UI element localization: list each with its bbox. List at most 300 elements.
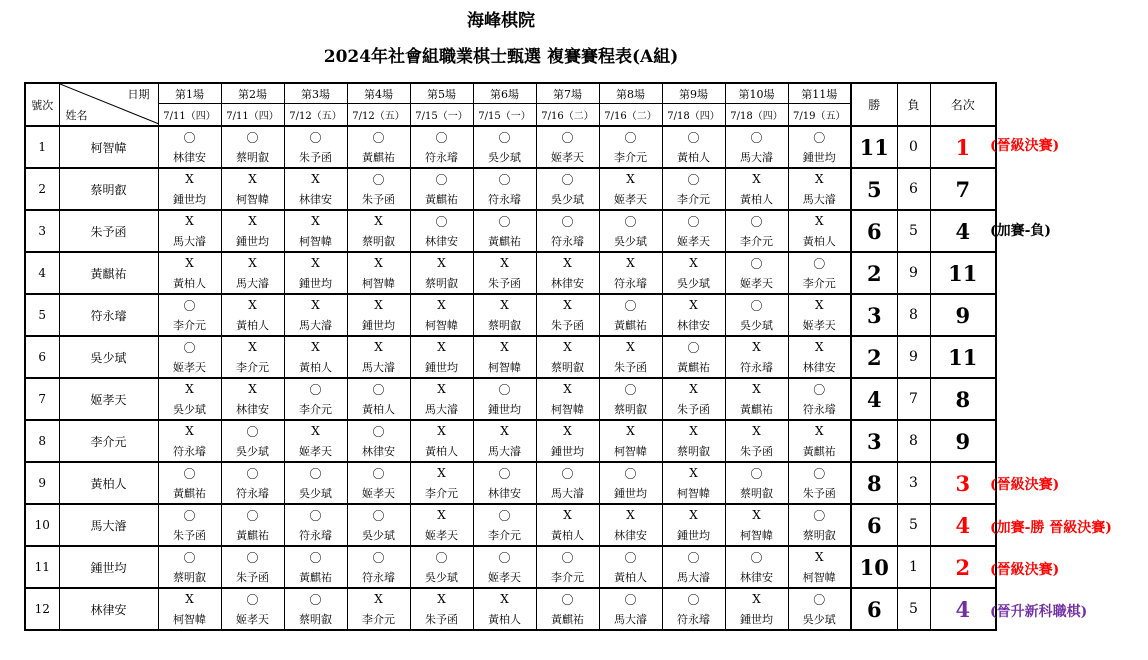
game-result: X <box>536 252 599 273</box>
game-opponent: 蔡明叡 <box>158 567 221 588</box>
player-wins: 6 <box>851 588 897 630</box>
org-title: 海峰棋院 <box>467 11 535 31</box>
header-rank: 名次 <box>930 83 996 126</box>
player-row-results <box>25 126 996 147</box>
game-opponent: 李介元 <box>599 147 662 168</box>
game-result: 〇 <box>599 378 662 399</box>
header-name-label: 姓名 <box>65 109 88 122</box>
game-result: 〇 <box>221 126 284 147</box>
game-opponent: 鍾世均 <box>599 483 662 504</box>
game-result: 〇 <box>347 168 410 189</box>
game-result: 〇 <box>473 462 536 483</box>
game-opponent: 姬孝天 <box>158 357 221 378</box>
game-result: X <box>347 336 410 357</box>
player-losses: 5 <box>897 588 930 630</box>
game-result: 〇 <box>599 462 662 483</box>
game-opponent: 黃麒祐 <box>473 231 536 252</box>
game-opponent: 柯智幃 <box>473 357 536 378</box>
game-result: 〇 <box>788 588 851 609</box>
game-result: 〇 <box>788 126 851 147</box>
game-opponent: 吳少珷 <box>473 147 536 168</box>
game-result: X <box>599 420 662 441</box>
player-name: 林律安 <box>59 588 158 630</box>
game-result: X <box>536 294 599 315</box>
game-opponent: 鍾世均 <box>536 441 599 462</box>
round-label: 第4場 <box>347 83 410 104</box>
game-result: 〇 <box>158 546 221 567</box>
game-result: 〇 <box>284 504 347 525</box>
game-opponent: 柯智幃 <box>284 231 347 252</box>
player-losses: 5 <box>897 210 930 252</box>
game-opponent: 林律安 <box>221 399 284 420</box>
game-result: 〇 <box>284 126 347 147</box>
game-opponent: 朱予函 <box>347 189 410 210</box>
player-rank: 8 <box>930 378 996 420</box>
game-result: X <box>788 336 851 357</box>
player-losses: 3 <box>897 462 930 504</box>
game-result: 〇 <box>473 504 536 525</box>
player-name: 鍾世均 <box>59 546 158 588</box>
game-result: 〇 <box>536 168 599 189</box>
game-opponent: 符永璿 <box>725 357 788 378</box>
game-result: X <box>410 378 473 399</box>
game-opponent: 姬孝天 <box>347 483 410 504</box>
rank-note: (晉升新科職棋) <box>990 604 1088 621</box>
game-opponent: 吳少珷 <box>788 609 851 630</box>
game-result: X <box>725 504 788 525</box>
player-row-opponents <box>25 483 996 504</box>
rank-note: (晉級決賽) <box>990 138 1060 154</box>
round-label: 第7場 <box>536 83 599 104</box>
game-opponent: 蔡明叡 <box>221 147 284 168</box>
player-row-results <box>25 294 996 315</box>
game-result: X <box>599 168 662 189</box>
round-label: 第6場 <box>473 83 536 104</box>
player-rank: 11 <box>930 336 996 378</box>
game-result: 〇 <box>788 504 851 525</box>
game-opponent: 符永璿 <box>473 189 536 210</box>
game-opponent: 朱予函 <box>788 483 851 504</box>
game-result: X <box>473 420 536 441</box>
player-name: 姬孝天 <box>59 378 158 420</box>
game-opponent: 李介元 <box>473 525 536 546</box>
game-opponent: 黃柏人 <box>221 315 284 336</box>
player-number: 7 <box>25 378 59 420</box>
game-opponent: 李介元 <box>725 231 788 252</box>
player-row-results <box>25 336 996 357</box>
game-result: 〇 <box>599 294 662 315</box>
round-date: 7/12（五） <box>284 104 347 127</box>
round-label: 第3場 <box>284 83 347 104</box>
round-label: 第2場 <box>221 83 284 104</box>
player-name: 蔡明叡 <box>59 168 158 210</box>
game-opponent: 李介元 <box>221 357 284 378</box>
game-result: X <box>221 168 284 189</box>
game-opponent: 蔡明叡 <box>599 399 662 420</box>
player-number: 12 <box>25 588 59 630</box>
game-result: X <box>410 420 473 441</box>
round-label: 第11場 <box>788 83 851 104</box>
game-result: X <box>599 252 662 273</box>
round-label: 第1場 <box>158 83 221 104</box>
game-result: X <box>284 420 347 441</box>
game-result: X <box>725 588 788 609</box>
game-result: 〇 <box>725 210 788 231</box>
game-result: 〇 <box>725 294 788 315</box>
game-result: X <box>221 336 284 357</box>
game-opponent: 吳少珷 <box>158 399 221 420</box>
player-name: 朱予函 <box>59 210 158 252</box>
game-opponent: 柯智幃 <box>788 567 851 588</box>
player-number: 11 <box>25 546 59 588</box>
round-date: 7/11（四） <box>158 104 221 127</box>
game-result: 〇 <box>158 336 221 357</box>
game-opponent: 吳少珷 <box>347 525 410 546</box>
game-opponent: 鍾世均 <box>473 399 536 420</box>
game-result: X <box>473 588 536 609</box>
player-losses: 6 <box>897 168 930 210</box>
player-wins: 10 <box>851 546 897 588</box>
player-wins: 11 <box>851 126 897 168</box>
game-result: 〇 <box>662 546 725 567</box>
game-opponent: 馬大濬 <box>410 399 473 420</box>
game-result: X <box>725 378 788 399</box>
game-opponent: 朱予函 <box>536 315 599 336</box>
player-row-opponents <box>25 147 996 168</box>
game-opponent: 朱予函 <box>158 525 221 546</box>
game-opponent: 朱予函 <box>221 567 284 588</box>
game-opponent: 符永璿 <box>410 147 473 168</box>
game-result: 〇 <box>536 210 599 231</box>
game-result: 〇 <box>221 588 284 609</box>
player-number: 10 <box>25 504 59 546</box>
game-opponent: 林律安 <box>410 231 473 252</box>
game-opponent: 符永璿 <box>158 441 221 462</box>
player-number: 8 <box>25 420 59 462</box>
player-name: 馬大濬 <box>59 504 158 546</box>
game-result: 〇 <box>599 546 662 567</box>
header-date-name <box>59 83 158 126</box>
game-opponent: 林律安 <box>662 315 725 336</box>
game-result: 〇 <box>347 126 410 147</box>
player-row-opponents <box>25 231 996 252</box>
game-result: X <box>410 336 473 357</box>
game-result: X <box>158 168 221 189</box>
game-opponent: 黃柏人 <box>536 525 599 546</box>
round-date: 7/18（四） <box>662 104 725 127</box>
player-number: 3 <box>25 210 59 252</box>
game-result: X <box>410 588 473 609</box>
game-result: X <box>788 546 851 567</box>
game-opponent: 馬大濬 <box>158 231 221 252</box>
game-opponent: 馬大濬 <box>284 315 347 336</box>
player-number: 1 <box>25 126 59 168</box>
player-row-opponents <box>25 525 996 546</box>
game-result: 〇 <box>788 462 851 483</box>
player-losses: 9 <box>897 336 930 378</box>
game-result: X <box>221 378 284 399</box>
game-result: X <box>347 252 410 273</box>
game-opponent: 黃柏人 <box>410 441 473 462</box>
game-opponent: 黃柏人 <box>725 189 788 210</box>
game-opponent: 姬孝天 <box>410 525 473 546</box>
game-opponent: 黃柏人 <box>347 399 410 420</box>
game-result: X <box>473 336 536 357</box>
game-opponent: 柯智幃 <box>662 483 725 504</box>
player-row-opponents <box>25 315 996 336</box>
game-opponent: 馬大濬 <box>725 147 788 168</box>
game-result: 〇 <box>599 588 662 609</box>
game-result: X <box>410 462 473 483</box>
game-opponent: 柯智幃 <box>347 273 410 294</box>
game-result: 〇 <box>599 210 662 231</box>
game-opponent: 吳少珷 <box>536 189 599 210</box>
game-opponent: 朱予函 <box>410 609 473 630</box>
game-opponent: 吳少珷 <box>599 231 662 252</box>
game-opponent: 柯智幃 <box>158 609 221 630</box>
game-opponent: 林律安 <box>284 189 347 210</box>
game-result: X <box>788 210 851 231</box>
game-result: 〇 <box>473 210 536 231</box>
game-opponent: 姬孝天 <box>536 147 599 168</box>
game-opponent: 符永璿 <box>599 273 662 294</box>
game-result: X <box>788 420 851 441</box>
player-wins: 6 <box>851 504 897 546</box>
game-opponent: 鍾世均 <box>410 357 473 378</box>
game-opponent: 黃麒祐 <box>410 189 473 210</box>
player-wins: 3 <box>851 420 897 462</box>
game-result: X <box>662 294 725 315</box>
game-opponent: 吳少珷 <box>221 441 284 462</box>
game-opponent: 柯智幃 <box>599 441 662 462</box>
game-result: X <box>788 294 851 315</box>
player-rank: 11 <box>930 252 996 294</box>
player-row-opponents <box>25 357 996 378</box>
game-opponent: 黃麒祐 <box>662 357 725 378</box>
game-result: 〇 <box>158 294 221 315</box>
player-rank: 4 <box>930 210 996 252</box>
game-result: X <box>284 336 347 357</box>
player-name: 李介元 <box>59 420 158 462</box>
player-row-results <box>25 378 996 399</box>
game-opponent: 黃麒祐 <box>347 147 410 168</box>
game-result: 〇 <box>725 546 788 567</box>
player-wins: 2 <box>851 252 897 294</box>
player-row-opponents <box>25 189 996 210</box>
game-opponent: 姬孝天 <box>473 567 536 588</box>
game-result: X <box>473 294 536 315</box>
game-result: X <box>347 588 410 609</box>
game-result: X <box>410 252 473 273</box>
game-result: X <box>158 252 221 273</box>
player-row-results <box>25 546 996 567</box>
game-result: X <box>662 420 725 441</box>
round-date: 7/15（一） <box>473 104 536 127</box>
game-opponent: 朱予函 <box>662 399 725 420</box>
game-result: X <box>158 588 221 609</box>
game-result: X <box>284 210 347 231</box>
game-result: 〇 <box>599 126 662 147</box>
game-opponent: 吳少珷 <box>410 567 473 588</box>
game-result: X <box>599 504 662 525</box>
player-losses: 0 <box>897 126 930 168</box>
round-date: 7/11（四） <box>221 104 284 127</box>
game-result: 〇 <box>410 126 473 147</box>
game-opponent: 李介元 <box>347 609 410 630</box>
game-result: 〇 <box>662 126 725 147</box>
round-date: 7/18（四） <box>725 104 788 127</box>
game-opponent: 朱予函 <box>599 357 662 378</box>
game-opponent: 姬孝天 <box>221 609 284 630</box>
player-losses: 7 <box>897 378 930 420</box>
game-result: X <box>221 210 284 231</box>
game-opponent: 吳少珷 <box>662 273 725 294</box>
player-row-results <box>25 210 996 231</box>
game-result: X <box>662 378 725 399</box>
header-date-label: 日期 <box>127 88 150 101</box>
game-opponent: 馬大濬 <box>221 273 284 294</box>
game-result: X <box>284 294 347 315</box>
player-rank: 7 <box>930 168 996 210</box>
game-result: 〇 <box>662 336 725 357</box>
game-opponent: 黃麒祐 <box>788 441 851 462</box>
game-result: X <box>662 252 725 273</box>
game-opponent: 符永璿 <box>788 399 851 420</box>
player-rank: 4 <box>930 504 996 546</box>
game-result: 〇 <box>347 546 410 567</box>
game-result: 〇 <box>473 168 536 189</box>
game-opponent: 符永璿 <box>347 567 410 588</box>
round-label: 第8場 <box>599 83 662 104</box>
round-label: 第5場 <box>410 83 473 104</box>
header-wins: 勝 <box>851 83 897 126</box>
game-result: X <box>473 252 536 273</box>
header-number: 號次 <box>25 83 59 126</box>
game-result: 〇 <box>725 462 788 483</box>
round-date: 7/19（五） <box>788 104 851 127</box>
player-row-results <box>25 504 996 525</box>
game-opponent: 黃柏人 <box>599 567 662 588</box>
rank-note: (加賽-負) <box>990 222 1052 239</box>
game-result: 〇 <box>284 378 347 399</box>
game-opponent: 林律安 <box>599 525 662 546</box>
player-name: 柯智幃 <box>59 126 158 168</box>
game-opponent: 姬孝天 <box>788 315 851 336</box>
game-result: 〇 <box>725 126 788 147</box>
game-result: X <box>221 294 284 315</box>
game-opponent: 黃柏人 <box>158 273 221 294</box>
game-opponent: 姬孝天 <box>284 441 347 462</box>
game-opponent: 姬孝天 <box>725 273 788 294</box>
game-opponent: 蔡明叡 <box>662 441 725 462</box>
header-losses: 負 <box>897 83 930 126</box>
game-result: X <box>536 336 599 357</box>
player-rank: 2 <box>930 546 996 588</box>
game-result: 〇 <box>347 504 410 525</box>
game-opponent: 蔡明叡 <box>347 231 410 252</box>
game-opponent: 鍾世均 <box>221 231 284 252</box>
player-number: 5 <box>25 294 59 336</box>
player-rank: 1 <box>930 126 996 168</box>
player-wins: 5 <box>851 168 897 210</box>
game-result: X <box>725 168 788 189</box>
game-result: X <box>536 420 599 441</box>
player-row-results <box>25 252 996 273</box>
game-opponent: 黃麒祐 <box>158 483 221 504</box>
player-number: 6 <box>25 336 59 378</box>
game-opponent: 黃麒祐 <box>725 399 788 420</box>
player-number: 2 <box>25 168 59 210</box>
game-result: X <box>221 252 284 273</box>
game-result: 〇 <box>347 420 410 441</box>
game-result: X <box>725 336 788 357</box>
game-result: X <box>158 210 221 231</box>
player-losses: 1 <box>897 546 930 588</box>
game-opponent: 蔡明叡 <box>473 315 536 336</box>
game-result: X <box>410 504 473 525</box>
game-opponent: 鍾世均 <box>725 609 788 630</box>
game-result: X <box>599 336 662 357</box>
game-opponent: 柯智幃 <box>536 399 599 420</box>
game-result: 〇 <box>284 462 347 483</box>
player-number: 9 <box>25 462 59 504</box>
game-result: X <box>347 294 410 315</box>
game-opponent: 蔡明叡 <box>410 273 473 294</box>
game-result: 〇 <box>536 462 599 483</box>
game-opponent: 馬大濬 <box>599 609 662 630</box>
rank-note: (晉級決賽) <box>990 562 1060 578</box>
player-number: 4 <box>25 252 59 294</box>
game-opponent: 馬大濬 <box>347 357 410 378</box>
player-row-opponents <box>25 567 996 588</box>
game-result: 〇 <box>221 504 284 525</box>
game-result: 〇 <box>284 588 347 609</box>
round-label: 第9場 <box>662 83 725 104</box>
game-opponent: 李介元 <box>536 567 599 588</box>
game-opponent: 林律安 <box>158 147 221 168</box>
player-row-opponents <box>25 399 996 420</box>
player-name: 符永璿 <box>59 294 158 336</box>
game-opponent: 黃柏人 <box>788 231 851 252</box>
game-opponent: 林律安 <box>788 357 851 378</box>
game-opponent: 鍾世均 <box>662 525 725 546</box>
game-result: 〇 <box>158 462 221 483</box>
game-opponent: 馬大濬 <box>473 441 536 462</box>
game-opponent: 符永璿 <box>536 231 599 252</box>
game-result: 〇 <box>662 588 725 609</box>
player-wins: 6 <box>851 210 897 252</box>
game-result: X <box>536 504 599 525</box>
game-result: X <box>158 378 221 399</box>
game-opponent: 李介元 <box>410 483 473 504</box>
game-opponent: 李介元 <box>284 399 347 420</box>
game-opponent: 林律安 <box>725 567 788 588</box>
game-opponent: 姬孝天 <box>599 189 662 210</box>
game-opponent: 黃麒祐 <box>536 609 599 630</box>
player-row-opponents <box>25 441 996 462</box>
game-opponent: 朱予函 <box>725 441 788 462</box>
game-opponent: 鍾世均 <box>788 147 851 168</box>
game-opponent: 李介元 <box>788 273 851 294</box>
game-result: 〇 <box>158 126 221 147</box>
player-losses: 8 <box>897 294 930 336</box>
round-label: 第10場 <box>725 83 788 104</box>
game-result: 〇 <box>221 546 284 567</box>
game-opponent: 林律安 <box>347 441 410 462</box>
game-opponent: 李介元 <box>662 189 725 210</box>
game-opponent: 黃麒祐 <box>599 315 662 336</box>
game-opponent: 馬大濬 <box>788 189 851 210</box>
